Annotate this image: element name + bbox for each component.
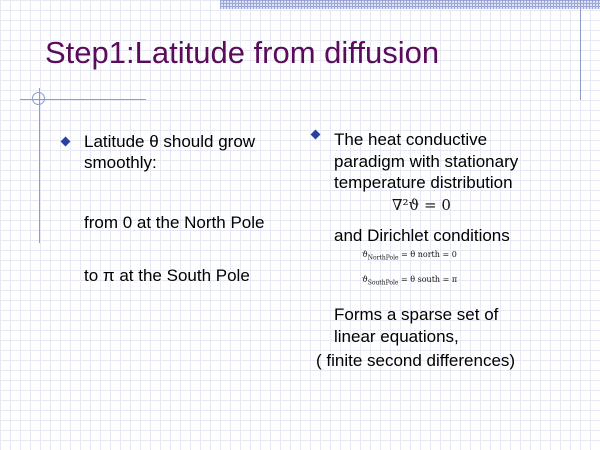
- slide-title: Step1:Latitude from diffusion: [45, 35, 440, 70]
- south-cond-subscript: SouthPole: [367, 279, 399, 287]
- forms-line1: Forms a sparse set of: [334, 305, 499, 324]
- right-decorative-line: [580, 0, 581, 100]
- south-cond-symbol: ϑ: [362, 275, 368, 284]
- left-decorative-line: [39, 88, 40, 243]
- dirichlet-conditions-text: and Dirichlet conditions: [334, 226, 510, 245]
- right-bullet-line2: paradigm with stationary: [334, 152, 519, 171]
- forms-line3: ( finite second differences): [316, 351, 516, 370]
- north-cond-symbol: ϑ: [362, 250, 368, 259]
- diamond-bullet-icon: [311, 130, 321, 140]
- north-cond-subscript: NorthPole: [367, 254, 399, 262]
- south-cond-rhs: = θ south = π: [401, 275, 458, 284]
- north-cond-rhs: = θ north = 0: [401, 250, 457, 259]
- left-bullet-line2: smoothly:: [84, 153, 157, 172]
- forms-line2: linear equations,: [334, 327, 459, 346]
- left-bullet-line1: Latitude θ should grow: [84, 132, 256, 151]
- south-pole-condition: [362, 275, 457, 287]
- from-north-pole-text: from 0 at the North Pole: [84, 213, 265, 232]
- right-bullet-line3: temperature distribution: [334, 173, 513, 192]
- diamond-bullet-icon: [61, 137, 71, 147]
- laplace-equation: ∇²ϑ = 0: [392, 196, 451, 214]
- crosshair-circle-icon: [32, 92, 45, 105]
- to-south-pole-text: to π at the South Pole: [84, 266, 250, 285]
- north-pole-condition: [362, 250, 457, 262]
- top-decorative-band: [220, 0, 600, 9]
- right-bullet-line1: The heat conductive: [334, 130, 488, 149]
